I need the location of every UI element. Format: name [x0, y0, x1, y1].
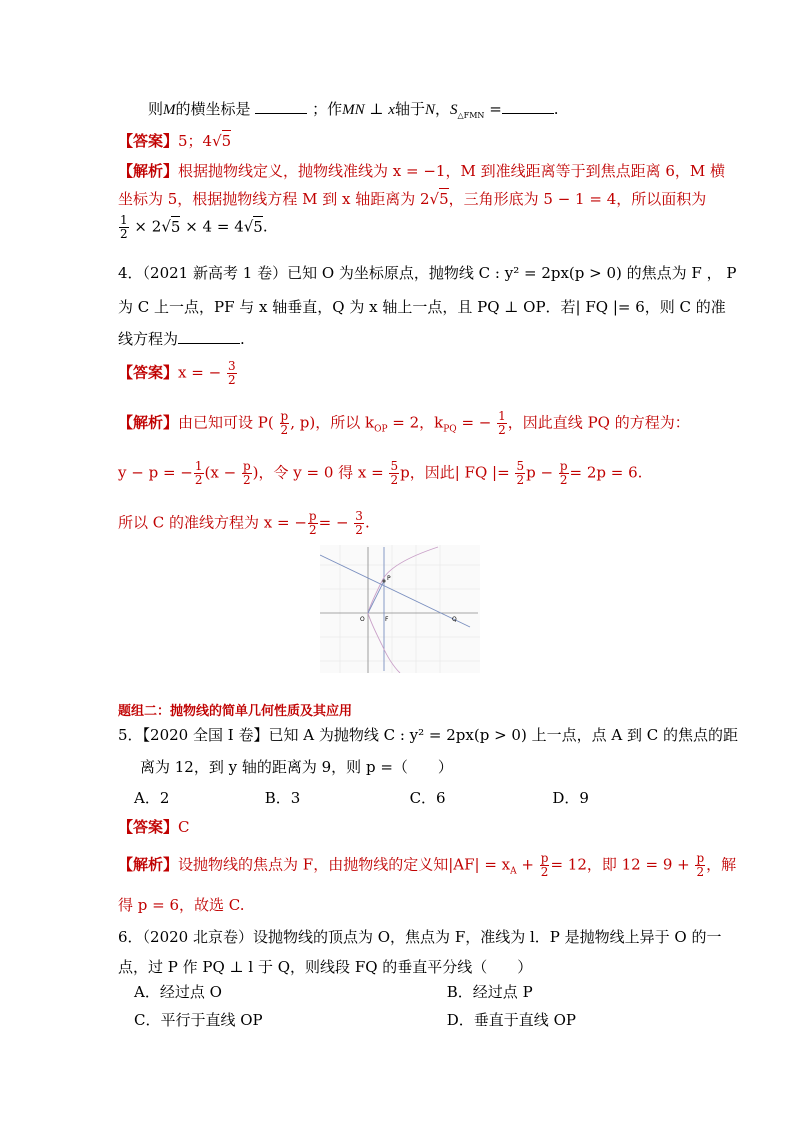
- q4-stem-2: 为 C 上一点，PF 与 x 轴垂直，Q 为 x 轴上一点，且 PQ ⊥ OP．若| FQ |= 6，则 C 的准: [118, 298, 726, 316]
- q6-options-row1: [134, 981, 533, 1002]
- q4-analysis-3: 所以 C 的准线方程为 x = − $\frac{p}{2}$ = − $\frac{3}{2}$ .: [118, 509, 370, 537]
- q4-stem-3: 线方程为 .: [118, 330, 245, 348]
- q6-option-a[interactable]: A．经过点 O: [134, 983, 222, 1001]
- parabola-figure: [320, 545, 480, 673]
- q3-analysis-3: $\frac{1}{2}$ × 2√5 × 4 = 4√5.: [120, 213, 268, 241]
- q5-option-b[interactable]: B．3: [264, 789, 301, 807]
- q3-analysis-1: 【解析】根据抛物线定义，抛物线准线为 x = −1，M 到准线距离等于到焦点距离 6，M 横: [118, 162, 726, 180]
- q6-option-b[interactable]: B．经过点 P: [446, 983, 533, 1001]
- label-q: Q: [452, 616, 457, 623]
- q4-analysis-1: 【解析】由已知可设 P( $\frac{p}{2}$ , p)，所以 $k_{OP} = 2$，$k_{PQ}$ = − $\frac{1}{2}$ ，因此直线 PQ 的方程为：: [118, 409, 690, 437]
- q5-stem-2: 离为 12，到 y 轴的距离为 9，则 p =（ ）: [140, 758, 453, 776]
- q5-answer: 【答案】C: [118, 818, 190, 836]
- q5-analysis-2: 得 p = 6，故选 C.: [118, 896, 245, 914]
- q5-option-c[interactable]: C．6: [409, 789, 446, 807]
- figure-background: [320, 545, 480, 673]
- answer-blank-1[interactable]: [255, 99, 307, 114]
- q6-stem-2: 点，过 P 作 PQ ⊥ l 于 Q，则线段 FQ 的垂直平分线（ ）: [118, 958, 533, 976]
- q4-answer: 【答案】x = − $\frac{3}{2}$: [118, 359, 236, 387]
- label-o: O: [360, 616, 365, 623]
- label-p: P: [387, 575, 391, 582]
- q5-options: [134, 787, 589, 808]
- q4-stem-1: 4．（2021 新高考 1 卷）已知 O 为坐标原点，抛物线 C : y² = 2px(p > 0) 的焦点为 F ， P: [118, 264, 737, 282]
- section-title: 题组二：抛物线的简单几何性质及其应用: [118, 704, 353, 719]
- label-f: F: [385, 616, 389, 623]
- q3-analysis-2: 坐标为 5，根据抛物线方程 M 到 x 轴距离为 2√5，三角形底为 5 − 1 = 4，所以面积为: [118, 190, 707, 208]
- q5-option-a[interactable]: A．2: [134, 789, 170, 807]
- q4-analysis-2: y − p = − $\frac{1}{2}$ (x − $\frac{p}{2}$ )，令 y = 0 得 x = $\frac{5}{2}$ p，因此| FQ |= $\frac{5}{2}$ p − $\frac{p}{2}$ = 2p = 6.: [118, 459, 643, 487]
- fill-blank-line: 则M的横坐标是 ；作MN ⊥ x轴于N，$S_{\triangle FMN}$ = .: [148, 100, 559, 120]
- q5-option-d[interactable]: D．9: [552, 789, 589, 807]
- q5-stem-1: 5．【2020 全国 I 卷】已知 A 为抛物线 C : y² = 2px(p > 0) 上一点，点 A 到 C 的焦点的距: [118, 726, 738, 744]
- q6-options-row2: [134, 1009, 576, 1030]
- q3-answer: 【答案】5；4√5: [118, 132, 232, 150]
- point-p-marker: [382, 579, 385, 582]
- answer-blank-2[interactable]: [502, 99, 554, 114]
- q5-analysis-1: 【解析】设抛物线的焦点为 F，由抛物线的定义知$|AF| = x_A$ + $\frac{p}{2}$ = 12，即 12 = 9 + $\frac{p}{2}$ ，解: [118, 851, 737, 879]
- q6-option-c[interactable]: C．平行于直线 OP: [134, 1011, 263, 1029]
- answer-blank-3[interactable]: [178, 329, 240, 344]
- q6-option-d[interactable]: D．垂直于直线 OP: [446, 1011, 576, 1029]
- q6-stem-1: 6．（2020 北京卷）设抛物线的顶点为 O，焦点为 F，准线为 l．P 是抛物线上异于 O 的一: [118, 928, 722, 946]
